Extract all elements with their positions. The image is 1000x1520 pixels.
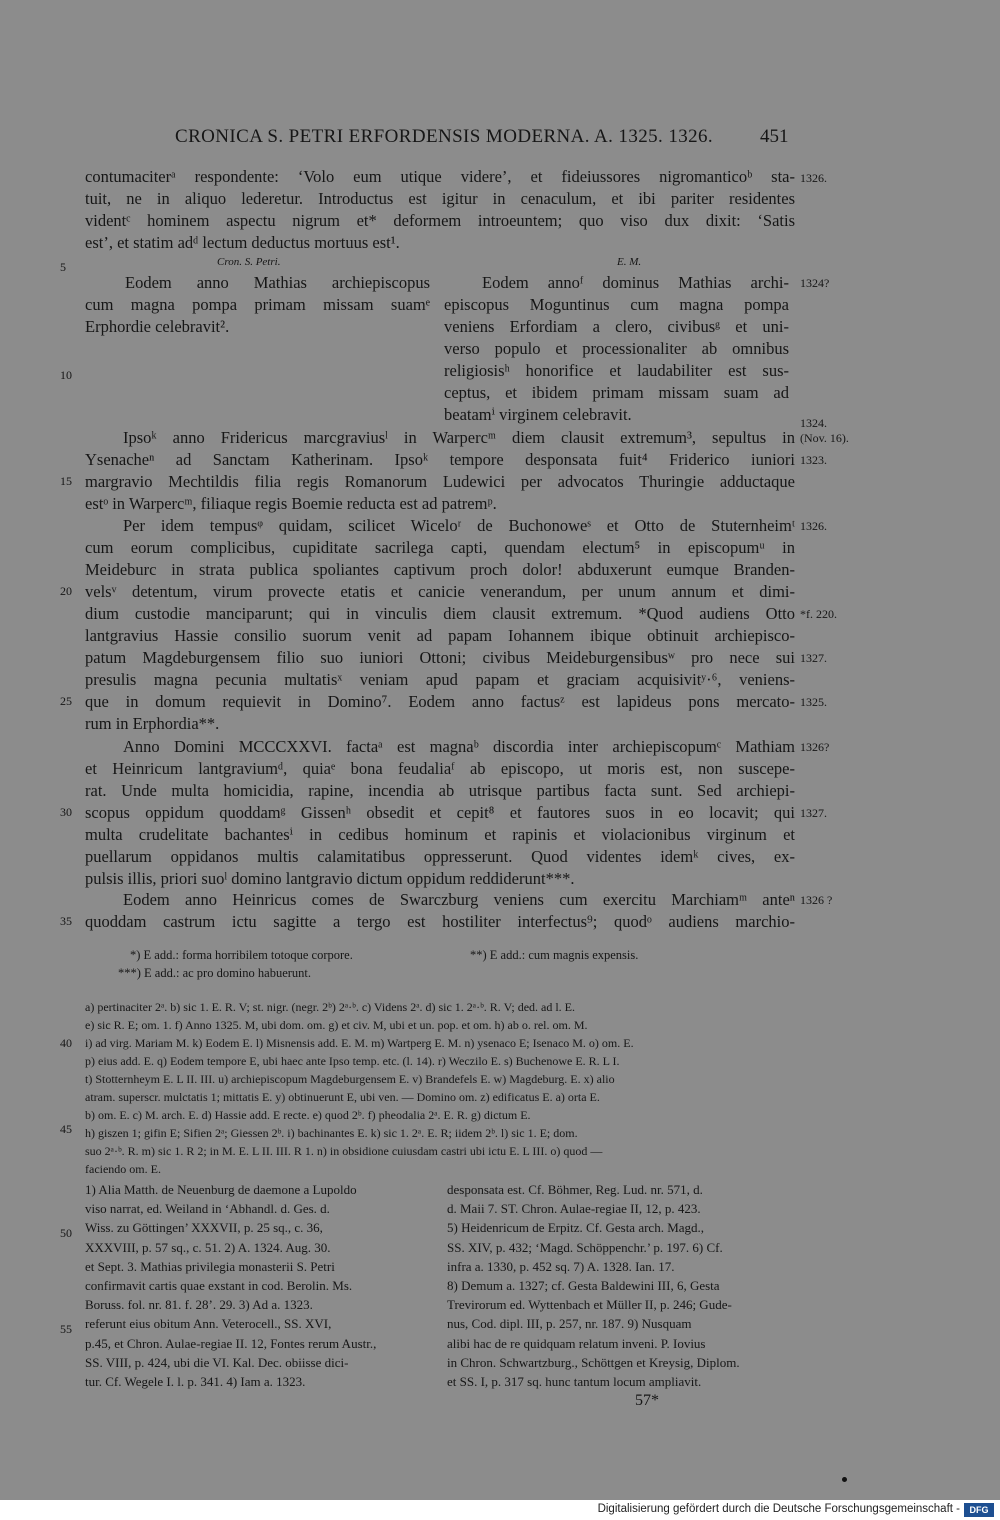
variant-note: p) eius add. E. q) Eodem tempore E, ubi haec ante Ipso temp. etc. (l. 14). r) Weczilo E. s) Buchenowe E. R. L I. <box>85 1054 620 1068</box>
left-column-line: cum magna pompa primam missam suamᵉ <box>85 295 430 314</box>
column-head-left: Cron. S. Petri. <box>217 256 281 268</box>
variant-note: i) ad virg. Mariam M. k) Eodem E. l) Misnensis add. E. M. m) Wartperg E. M. n) ysenaco E; Isenaco M. o) om. E. <box>85 1036 634 1050</box>
right-column-line: Eodem annoᶠ dominus Mathias archi- <box>482 273 789 292</box>
footer-credit: Digitalisierung gefördert durch die Deutsche Forschungsgemeinschaft - <box>597 1503 960 1515</box>
added-note: **) E add.: cum magnis expensis. <box>470 948 639 962</box>
paragraph-line: velsᵛ detentum, virum provecte etatis et canicie venerandum, per unum annum et dimi- <box>85 582 795 601</box>
margin-year: 1326? <box>800 740 830 754</box>
variant-note: faciendo om. E. <box>85 1162 161 1176</box>
variant-note: a) pertinaciter 2ᵃ. b) sic 1. E. R. V; st. nigr. (negr. 2ᵇ) 2ᵃ·ᵇ. c) Videns 2ᵃ. d) sic 1. 2ᵃ·ᵇ. R. V; ded. ad l. E. <box>85 1000 576 1014</box>
note-line: SS. VIII, p. 424, ubi die VI. Kal. Dec. obiisse dici- <box>85 1354 349 1370</box>
note-line: SS. XIV, p. 432; ‘Magd. Schöppenchr.’ p. 197. 6) Cf. <box>447 1239 723 1255</box>
paragraph-line: pulsis illis, priori suoˡ domino lantgravio dictum oppidum reddiderunt***. <box>85 869 575 888</box>
line-number: 10 <box>60 368 72 382</box>
paragraph-line: Ysenacheⁿ ad Sanctam Katherinam. Ipsoᵏ tempore desponsata fuit⁴ Friderico iuniori <box>85 450 795 469</box>
variant-note: t) Stotternheym E. L II. III. u) archiepiscopum Magdeburgensem E. v) Brandefels E. w) Magdeburg. E. x) alio <box>85 1072 615 1086</box>
added-note: *) E add.: forma horribilem totoque corpore. <box>130 948 353 962</box>
note-line: referunt eius obitum Ann. Veterocell., SS. XVI, <box>85 1316 332 1332</box>
note-line: alibi hac de re quidquam relatum inveni. P. Iovius <box>447 1335 706 1351</box>
paragraph-line: Meideburc in strata publica spoliantes captivum proch dolor! abduxerunt eumque Branden- <box>85 560 795 579</box>
margin-year: 1327. <box>800 651 827 665</box>
note-line: viso narrat, ed. Weiland in ‘Abhandl. d. Ges. d. <box>85 1201 330 1217</box>
intro-line: est’, et statim adᵈ lectum deductus mortuus est¹. <box>85 233 400 252</box>
margin-year: 1324? <box>800 276 830 290</box>
paragraph-line: Eodem anno Heinricus comes de Swarczburg veniens cum exercitu Marchiamᵐ anteⁿ <box>123 890 795 909</box>
left-column-line: Erphordie celebravit². <box>85 317 230 336</box>
note-line: confirmavit cartis quae exstant in cod. Berolin. Ms. <box>85 1278 353 1294</box>
right-column-line: ceptus, et ibidem primam missam suam ad <box>444 383 789 402</box>
line-number: 20 <box>60 584 72 598</box>
variant-note: b) om. E. c) M. arch. E. d) Hassie add. E recte. e) quod 2ᵇ. f) pheodalia 2ᵃ. E. R. g) dictum E. <box>85 1108 531 1122</box>
note-line: nus, Cod. dipl. III, p. 257, nr. 187. 9) Nusquam <box>447 1316 692 1332</box>
note-line: d. Maii 7. ST. Chron. Aulae-regiae II, 12, p. 423. <box>447 1201 701 1217</box>
paragraph-line: cum eorum complicibus, cupiditate sacrilega capti, quendam electum⁵ in episcopumᵘ in <box>85 538 795 557</box>
line-number: 50 <box>60 1226 72 1240</box>
variant-note: suo 2ᵃ·ᵇ. R. m) sic 1. R 2; in M. E. L II. III. R 1. n) in obsidione cuiusdam castri ubi ictu E. L III. o) quod — <box>85 1144 603 1158</box>
note-line: et SS. I, p. 317 sq. hunc tantum locum ampliavit. <box>447 1374 702 1390</box>
variant-note: atram. superscr. mulctatis 1; mittatis E. y) obtinuerunt E, ubi ven. — Domino om. z) edificatus E. a) orta E. <box>85 1090 600 1104</box>
paragraph-line: quoddam castrum ictu sagitte a tergo est hostiliter interfectus⁹; quodᵒ audiens marchio- <box>85 912 795 931</box>
margin-year: 1325. <box>800 695 827 709</box>
line-number: 35 <box>60 914 72 928</box>
paragraph-line: presulis magna pecunia multatisˣ veniam apud papam et graciam acquisivitʸ·⁶, veniens- <box>85 670 795 689</box>
running-title: CRONICA S. PETRI ERFORDENSIS MODERNA. A. 1325. 1326. <box>175 126 714 147</box>
paragraph-line: patum Magdeburgensem filio suo iuniori Ottoni; civibus Meideburgensibusʷ pro nece sui <box>85 648 795 667</box>
footer-bar <box>0 1500 1000 1520</box>
margin-year: 1326. <box>800 171 827 185</box>
margin-year: 1324. <box>800 416 827 430</box>
notes-left-column <box>85 1180 435 1391</box>
note-line: Boruss. fol. nr. 81. f. 28’. 29. 3) Ad a. 1323. <box>85 1297 313 1313</box>
notes-right-column <box>447 1180 797 1391</box>
margin-year: (Nov. 16). <box>800 431 849 445</box>
line-number: 40 <box>60 1036 72 1050</box>
paragraph-line: Ipsoᵏ anno Fridericus marcgraviusˡ in Warpercᵐ diem clausit extremum³, sepultus in <box>123 428 795 447</box>
note-line: p.45, et Chron. Aulae-regiae II. 12, Fontes rerum Austr., <box>85 1335 377 1351</box>
signature-mark: 57* <box>635 1392 659 1409</box>
paragraph-line: scopus oppidum quoddamᵍ Gissenʰ obsedit et cepit⁸ et fautores suos in eo locavit; qui <box>85 803 795 822</box>
right-column-line: episcopus Moguntinus cum magna pompa <box>444 295 789 314</box>
line-number: 45 <box>60 1122 72 1136</box>
running-header <box>0 126 1000 150</box>
paragraph-line: estᵒ in Warpercᵐ, filiaque regis Boemie reducta est ad patremᵖ. <box>85 494 497 513</box>
margin-year: 1326. <box>800 519 827 533</box>
paragraph-line: dium custodie manciparunt; qui in vinculis diem clausit extremum. *Quod audiens Otto <box>85 604 795 623</box>
note-line: in Chron. Schwartzburg., Schöttgen et Kreysig, Diplom. <box>447 1354 740 1370</box>
dfg-logo-icon: DFG <box>964 1503 994 1517</box>
right-column-line: veniens Erfordiam a clero, civibusᵍ et uni- <box>444 317 789 336</box>
note-line: 1) Alia Matth. de Neuenburg de daemone a Lupoldo <box>85 1182 357 1197</box>
line-number: 25 <box>60 694 72 708</box>
stray-dot <box>842 1477 847 1482</box>
added-note: ***) E add.: ac pro domino habuerunt. <box>118 966 312 980</box>
margin-year: 1323. <box>800 453 827 467</box>
note-line: Trevirorum ed. Wyttenbach et Müller II, p. 246; Gude- <box>447 1297 732 1313</box>
intro-line: contumaciterᵃ respondente: ‘Volo eum utique videre’, et fideiussores nigromanticoᵇ sta- <box>85 167 795 186</box>
right-column-line: beatamⁱ virginem celebravit. <box>444 405 632 424</box>
note-line: et Sept. 3. Mathias privilegia monasterii S. Petri <box>85 1258 335 1274</box>
intro-line: tuit, ne in aliquo lederetur. Introductus est igitur in cenaculum, et ibi pariter residentes <box>85 189 795 208</box>
note-line: 8) Demum a. 1327; cf. Gesta Baldewini III, 6, Gesta <box>447 1278 720 1294</box>
line-number: 30 <box>60 805 72 819</box>
right-column-line: verso populo et processionaliter ab omnibus <box>444 339 789 358</box>
note-line: Wiss. zu Göttingen’ XXXVII, p. 25 sq., c. 36, <box>85 1220 323 1236</box>
intro-line: videntᶜ hominem aspectu nigrum et* deformem introeuntem; quo viso dux dixit: ‘Satis <box>85 211 795 230</box>
paragraph-line: margravio Mechtildis filia regis Romanorum Ludewici per advocatos Thuringie adductaque <box>85 472 795 491</box>
paragraph-line: puellarum oppidanos multis calamitatibus oppresserunt. Quod videntes idemᵏ cives, ex- <box>85 847 795 866</box>
paragraph-line: Anno Domini MCCCXXVI. factaᵃ est magnaᵇ discordia inter archiepiscopumᶜ Mathiam <box>123 737 795 756</box>
line-number: 55 <box>60 1322 72 1336</box>
note-line: XXXVIII, p. 57 sq., c. 51. 2) A. 1324. Aug. 30. <box>85 1239 331 1255</box>
paragraph-line: Per idem tempusᵠ quidam, scilicet Wiceloʳ de Buchonoweˢ et Otto de Stuternheimᵗ <box>123 516 795 535</box>
page-number: 451 <box>760 126 789 147</box>
column-head-right: E. M. <box>617 256 642 268</box>
paragraph-line: rat. Unde multa homicidia, rapine, incendia ab utrisque partibus facta sunt. Sed archiepi- <box>85 781 795 800</box>
note-line: 5) Heidenricum de Erpitz. Cf. Gesta arch. Magd., <box>447 1220 705 1236</box>
line-number: 5 <box>60 260 66 274</box>
variant-note: h) giszen 1; gifin E; Sifien 2ᵃ; Giessen 2ᵇ. i) bachinantes E. k) sic 1. 2ᵃ. E. R; iidem 2ᵇ. l) sic 1. E; dom. <box>85 1126 578 1140</box>
paragraph-line: que in domum requievit in Domino⁷. Eodem anno factusᶻ est lapideus pons mercato- <box>85 692 795 711</box>
right-column-line: religiosisʰ honorifice et laudabiliter est sus- <box>444 361 789 380</box>
left-column-line: Eodem anno Mathias archiepiscopus <box>125 273 430 292</box>
variant-note: e) sic R. E; om. 1. f) Anno 1325. M, ubi dom. om. g) et civ. M, ubi et un. pop. et om. h) ab o. rel. om. M. <box>85 1018 588 1032</box>
paragraph-line: multa crudelitate bachantesⁱ in cedibus hominum et rapinis et violacionibus virginum et <box>85 825 795 844</box>
paragraph-line: lantgravius Hassie consilio suorum venit ad papam Iohannem ibique obtinuit archiepisco- <box>85 626 795 645</box>
note-line: tur. Cf. Wegele I. l. p. 341. 4) Iam a. 1323. <box>85 1374 306 1390</box>
note-line: desponsata est. Cf. Böhmer, Reg. Lud. nr. 571, d. <box>447 1182 703 1197</box>
note-line: infra a. 1330, p. 452 sq. 7) A. 1328. Ian. 17. <box>447 1258 675 1274</box>
paragraph-line: et Heinricum lantgraviumᵈ, quiaᵉ bona feudaliaᶠ ab episcopo, ut moris est, non suscepe- <box>85 759 795 778</box>
line-number: 15 <box>60 474 72 488</box>
paragraph-line: rum in Erphordia**. <box>85 714 220 733</box>
margin-year: 1326 ? <box>800 893 833 907</box>
margin-year: *f. 220. <box>800 607 837 621</box>
margin-year: 1327. <box>800 806 827 820</box>
